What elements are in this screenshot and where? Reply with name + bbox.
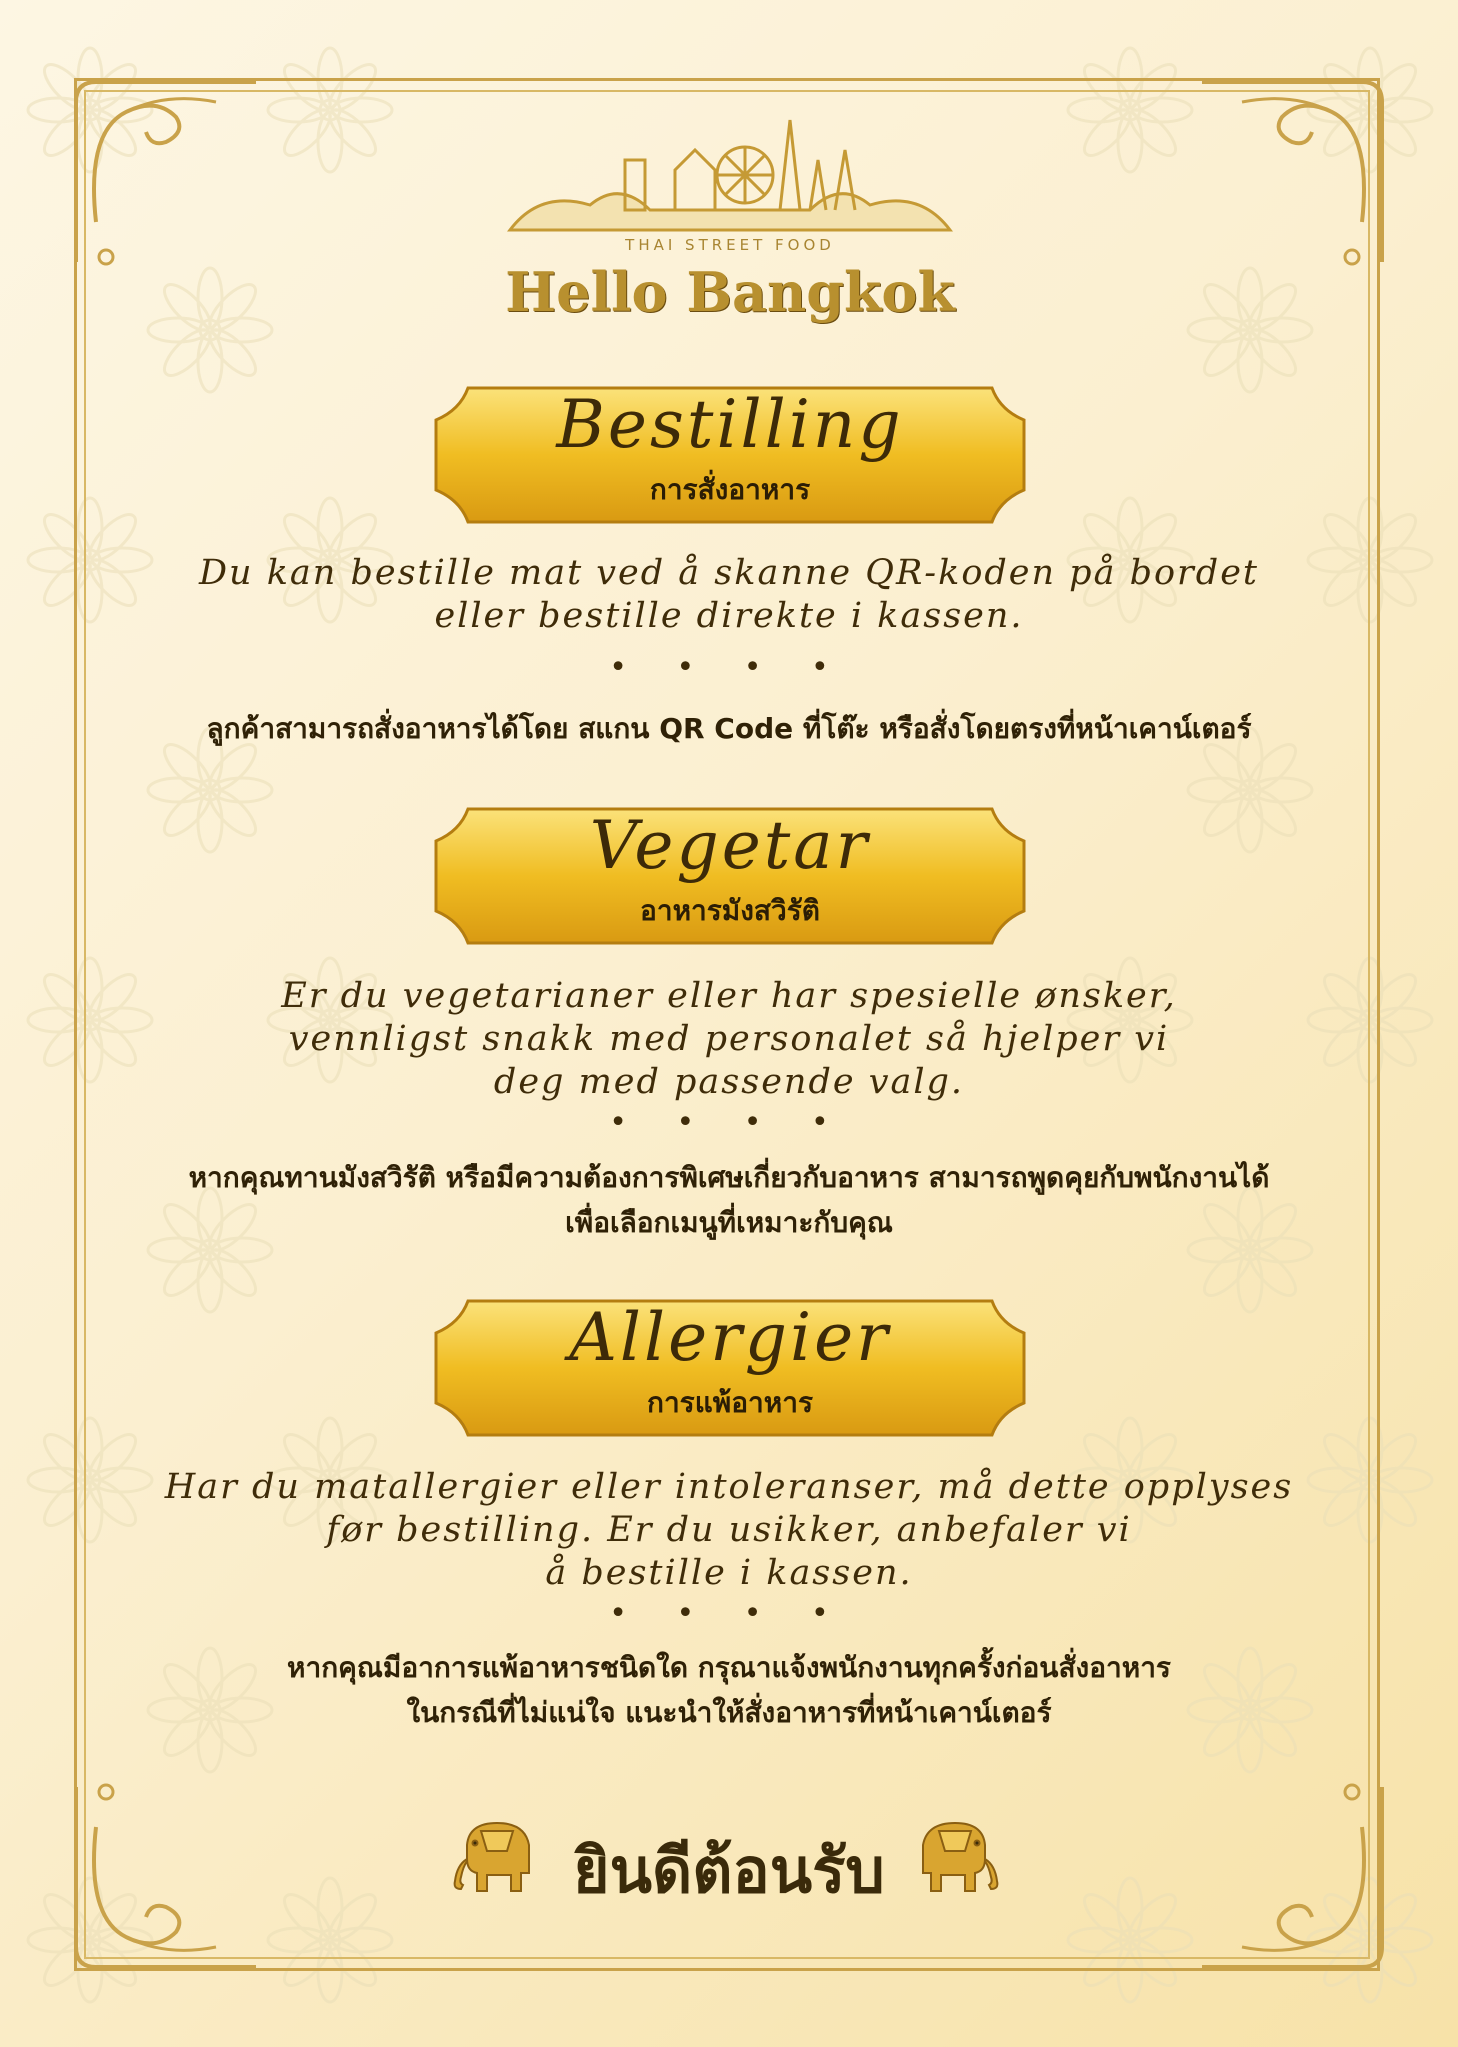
text-line: Du kan bestille mat ved å skanne QR-koden på bordet [199,553,1259,593]
elephant-icon [909,1815,1005,1897]
section-text-norwegian [130,1466,1328,1595]
bangkok-skyline-icon [500,110,960,240]
top-left-corner-ornament [66,72,266,272]
section-title: Allergier [569,1299,891,1376]
section-subtitle-thai: การสั่งอาหาร [649,473,811,506]
text-line: før bestilling. Er du usikker, anbefaler vi [326,1510,1132,1550]
section-subtitle-thai: อาหารมังสวิรัติ [640,894,820,927]
top-right-corner-ornament [1192,72,1392,272]
text-line: eller bestille direkte i kassen. [434,596,1024,636]
logo-name: Hello Bangkok [505,260,955,324]
text-line: หากคุณมีอาการแพ้อาหารชนิดใด กรุณาแจ้งพนักงานทุกครั้งก่อนสั่งอาหาร [287,1651,1171,1684]
text-line: deg med passende valg. [493,1062,965,1102]
section-subtitle-thai: การแพ้อาหาร [647,1386,813,1419]
text-line: å bestille i kassen. [545,1553,913,1593]
text-line: Har du matallergier eller intoleranser, må dette opplyses [164,1467,1294,1507]
hello-bangkok-logo [500,110,960,340]
dot-divider: • • • • [609,650,849,685]
text-line: vennligst snakk med personalet så hjelper vi [288,1019,1170,1059]
welcome-text: ยินดีต้อนรับ [573,1834,885,1907]
section-text-norwegian [130,552,1328,638]
section-text-thai [130,1155,1328,1245]
section-title: Bestilling [556,386,904,463]
section-banner-vegetar [428,801,1032,951]
text-line: ในกรณีที่ไม่แน่ใจ แนะนำให้สั่งอาหารที่หน้าเคาน์เตอร์ [406,1696,1052,1729]
section-text-norwegian [130,975,1328,1104]
text-line: หากคุณทานมังสวิรัติ หรือมีความต้องการพิเศษเกี่ยวกับอาหาร สามารถพูดคุยกับพนักงานได้ [188,1161,1270,1194]
section-banner-allergier [428,1293,1032,1443]
logo-tagline: THAI STREET FOOD [625,236,835,254]
section-title: Vegetar [589,807,871,884]
dot-divider: • • • • [609,1596,849,1631]
dot-divider: • • • • [609,1105,849,1140]
section-text-thai [130,1645,1328,1735]
text-line: ลูกค้าสามารถสั่งอาหารได้โดย สแกน QR Code ที่โต๊ะ หรือสั่งโดยตรงที่หน้าเคาน์เตอร์ [206,712,1252,745]
section-text-thai [130,706,1328,751]
text-line: Er du vegetarianer eller har spesielle ønsker, [281,976,1177,1016]
section-banner-bestilling [428,380,1032,530]
text-line: เพื่อเลือกเมนูที่เหมาะกับคุณ [565,1206,893,1239]
